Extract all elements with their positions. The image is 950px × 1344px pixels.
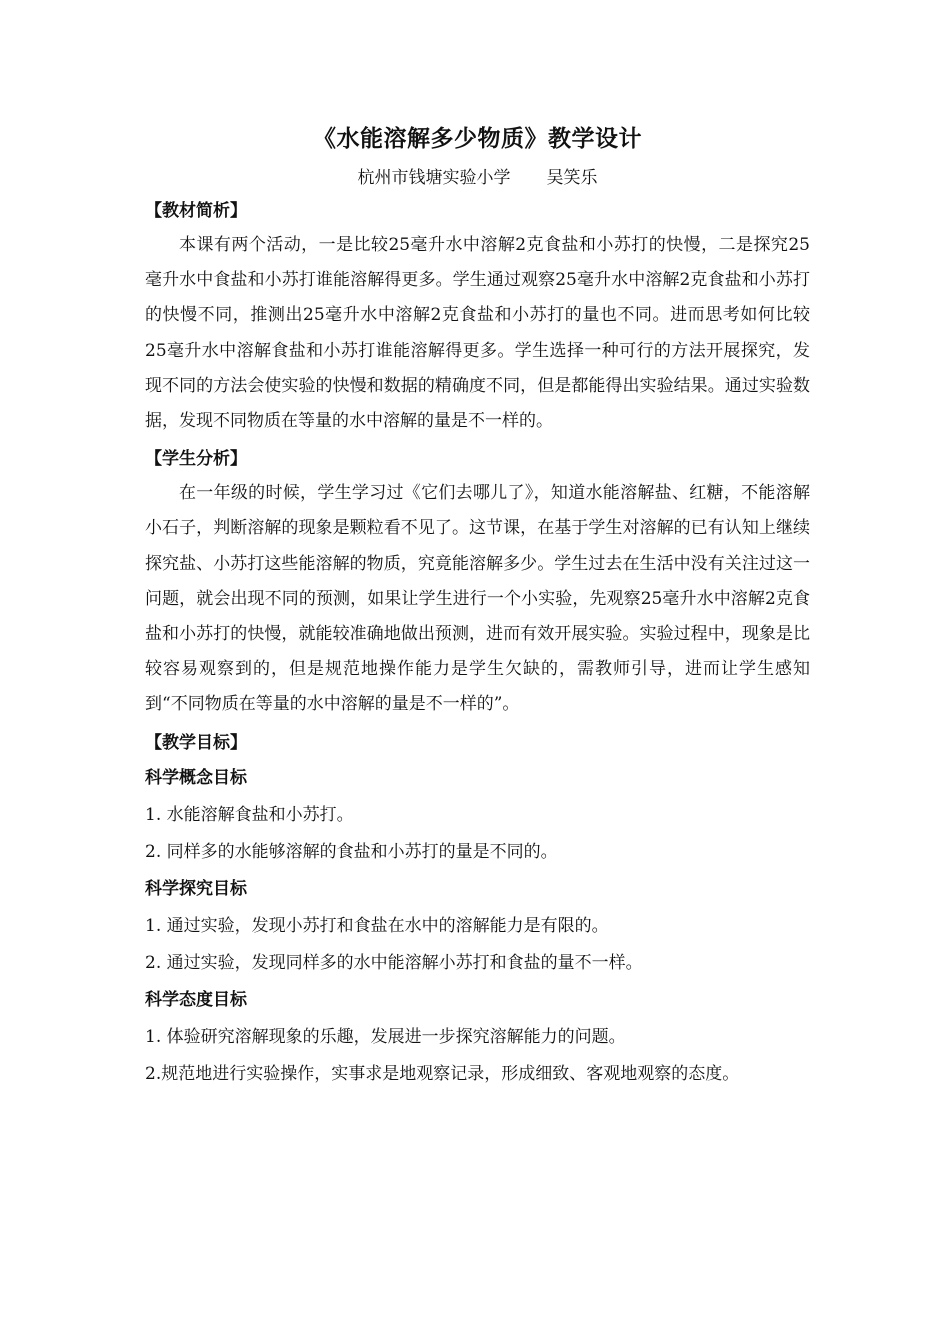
section-heading-materials: 【教材简析】 (145, 201, 247, 221)
goal-item: 2. 通过实验，发现同样多的水中能溶解小苏打和食盐的量不一样。 (145, 952, 643, 973)
school-name: 杭州市钱塘实验小学 (357, 168, 511, 188)
goal-item: 1. 体验研究溶解现象的乐趣，发展进一步探究溶解能力的问题。 (145, 1026, 626, 1047)
goal-title-concept: 科学概念目标 (145, 767, 247, 788)
goal-title-inquiry: 科学探究目标 (145, 878, 247, 899)
goal-item: 2.规范地进行实验操作，实事求是地观察记录，形成细致、客观地观察的态度。 (145, 1063, 740, 1084)
goal-item: 1. 水能溶解食盐和小苏打。 (145, 804, 354, 825)
author-name: 吴笑乐 (546, 168, 598, 188)
document-byline (145, 164, 810, 192)
document-title: 《水能溶解多少物质》教学设计 (313, 125, 642, 152)
goal-item: 1. 通过实验，发现小苏打和食盐在水中的溶解能力是有限的。 (145, 915, 609, 936)
section-paragraph-materials: 本课有两个活动，一是比较25毫升水中溶解2克食盐和小苏打的快慢，二是探究25毫升水中食盐和小苏打谁能溶解得更多。学生通过观察25毫升水中溶解2克食盐和小苏打的快慢不同，推测出25毫升水中溶解2克食盐和小苏打的量也不同。进而思考如何比较25毫升水中溶解食盐和小苏打谁能溶解得更多。学生选择一种可行的方法开展探究，发现不同的方法会使实验的快慢和数据的精确度不同，但是都能得出实验结果。通过实验数据，发现不同物质在等量的水中溶解的量是不一样的。 (145, 235, 810, 432)
goal-title-attitude: 科学态度目标 (145, 989, 247, 1010)
section-heading-goals: 【教学目标】 (145, 732, 247, 753)
goal-item: 2. 同样多的水能够溶解的食盐和小苏打的量是不同的。 (145, 841, 558, 862)
document-body (145, 194, 810, 1093)
section-heading-students: 【学生分析】 (145, 449, 247, 470)
section-paragraph-students: 在一年级的时候，学生学习过《它们去哪儿了》，知道水能溶解盐、红糖，不能溶解小石子，判断溶解的现象是颗粒看不见了。这节课，在基于学生对溶解的已有认知上继续探究盐、小苏打这些能溶解的物质，究竟能溶解多少。学生过去在生活中没有关注过这一问题，就会出现不同的预测，如果让学生进行一个小实验，先观察25毫升水中溶解2克食盐和小苏打的快慢，就能较准确地做出预测，进而有效开展实验。实验过程中，现象是比较容易观察到的，但是规范地操作能力是学生欠缺的，需教师引导，进而让学生感知到“不同物质在等量的水中溶解的量是不一样的”。 (145, 483, 810, 715)
